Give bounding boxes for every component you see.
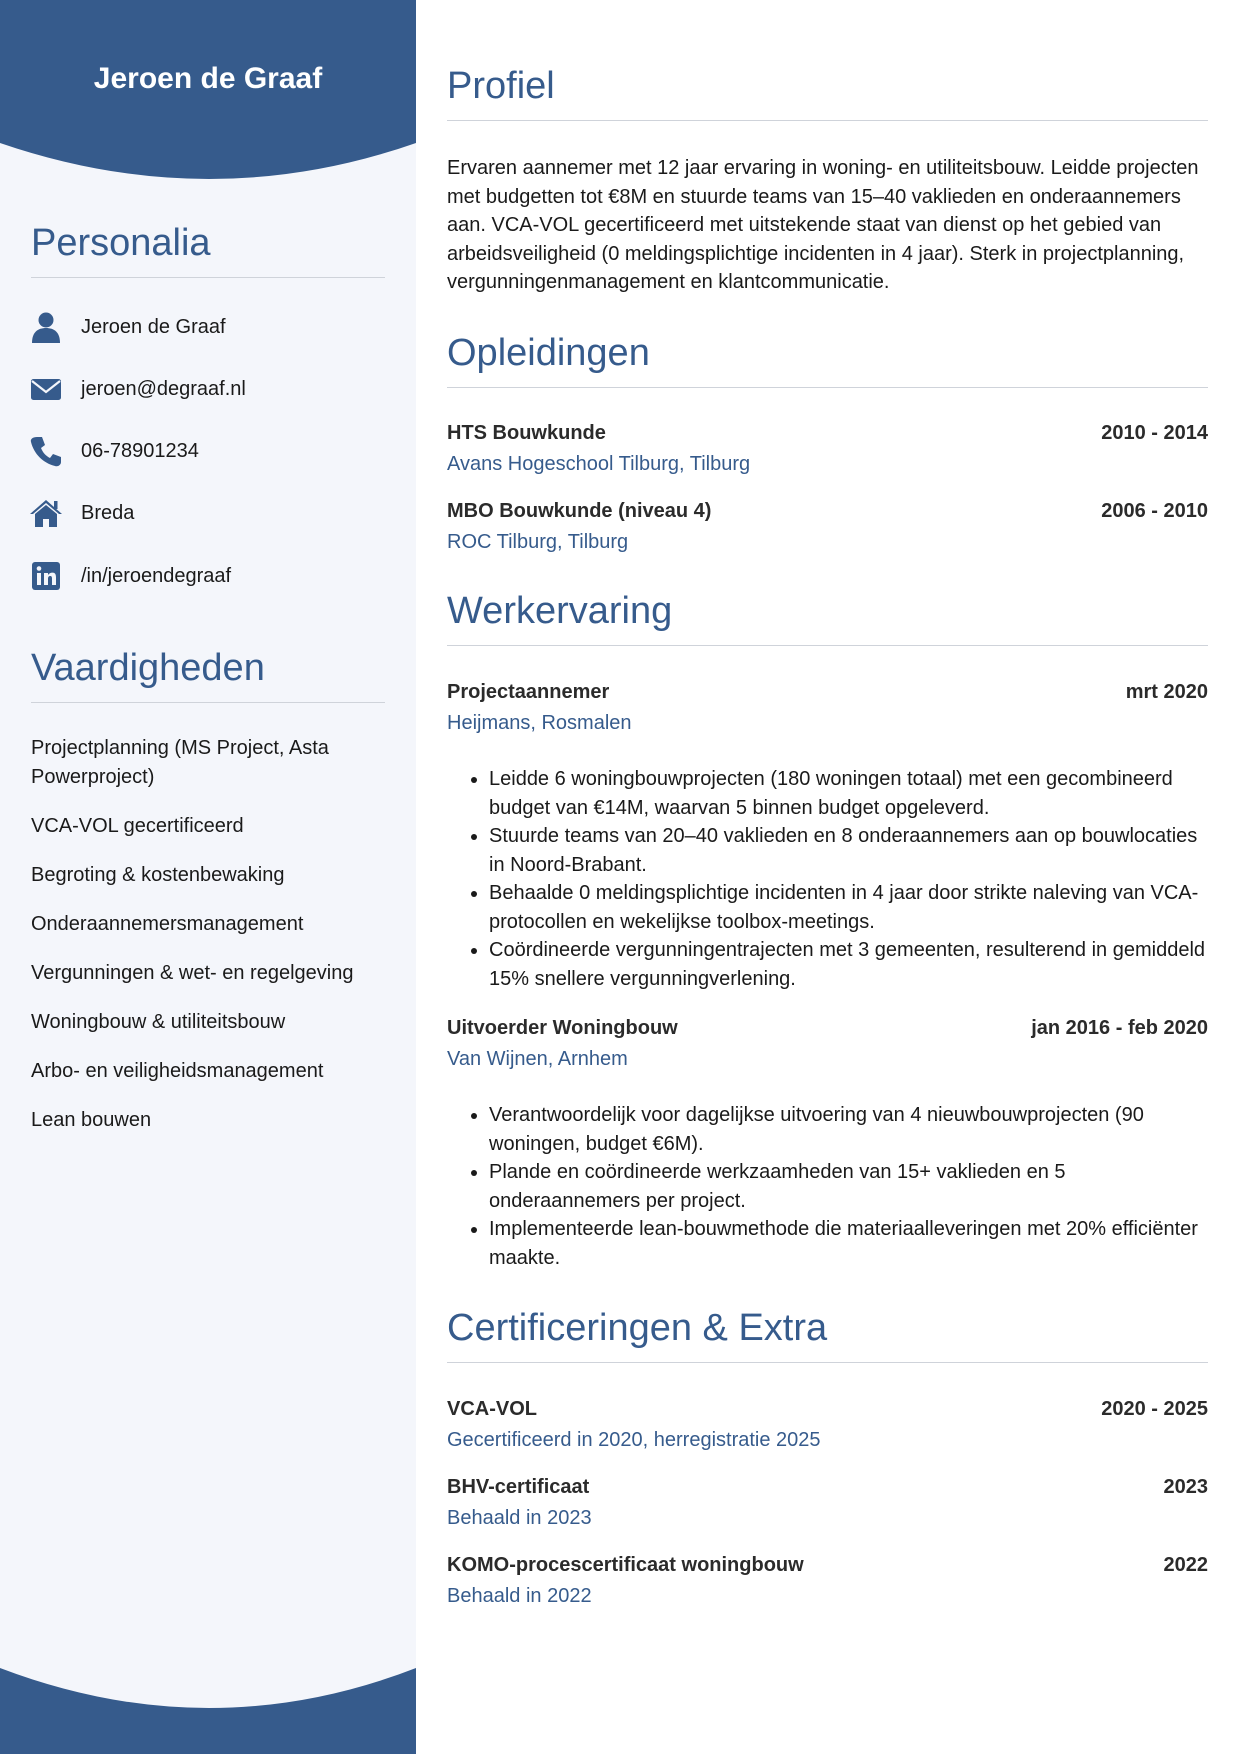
skill-item: VCA-VOL gecertificeerd	[31, 815, 244, 837]
skill-item: Lean bouwen	[31, 1109, 152, 1131]
bullet-item: • Verantwoordelijk voor dagelijkse uitvoering van 4 nieuwbouwprojecten (90 woningen, budget €6M).	[489, 1101, 1208, 1158]
person-icon	[28, 309, 64, 345]
entry-date: 2020 - 2025	[1101, 1398, 1208, 1420]
education-entry	[447, 422, 1208, 476]
entry-title: MBO Bouwkunde (niveau 4)	[447, 500, 712, 522]
entry-title: HTS Bouwkunde	[447, 422, 606, 444]
work-bullets	[447, 1101, 1208, 1272]
contact-phone[interactable]	[28, 431, 199, 471]
cert-heading: Certificeringen & Extra	[447, 1307, 1208, 1363]
sidebar-name: Jeroen de Graaf	[93, 62, 323, 95]
entry-institution: Avans Hogeschool Tilburg, Tilburg	[447, 453, 751, 475]
cert-entry	[447, 1398, 1208, 1452]
sidebar	[0, 0, 416, 1754]
entry-company: Heijmans, Rosmalen	[447, 712, 632, 734]
entry-institution: ROC Tilburg, Tilburg	[447, 531, 629, 553]
entry-date: 2022	[1163, 1554, 1208, 1576]
entry-date: 2023	[1163, 1476, 1208, 1498]
home-icon	[28, 495, 64, 531]
entry-title: BHV-certificaat	[447, 1476, 590, 1498]
skills-heading: Vaardigheden	[31, 647, 385, 703]
entry-title: KOMO-procescertificaat woningbouw	[447, 1554, 804, 1576]
bullet-item: • Coördineerde vergunningentrajecten met 3 gemeenten, resulterend in gemiddeld 15% snellere vergunningverlening.	[489, 936, 1208, 993]
skill-item: Arbo- en veiligheidsmanagement	[31, 1060, 324, 1082]
skill-item: Onderaannemersmanagement	[31, 913, 304, 935]
bullet-item: • Implementeerde lean-bouwmethode die materiaalleveringen met 20% efficiënter maakte.	[489, 1215, 1208, 1272]
entry-date: jan 2016 - feb 2020	[1031, 1017, 1208, 1039]
contact-location	[28, 493, 134, 533]
phone-icon	[28, 433, 64, 469]
bullet-item: • Leidde 6 woningbouwprojecten (180 woningen totaal) met een gecombineerd budget van €14M, waarvan 5 binnen budget opgeleverd.	[489, 765, 1208, 822]
contact-name-text: Jeroen de Graaf	[81, 315, 226, 338]
contact-email[interactable]	[28, 369, 246, 409]
work-entry	[447, 1017, 1208, 1272]
skill-item: Woningbouw & utiliteitsbouw	[31, 1011, 286, 1033]
personalia-heading: Personalia	[31, 222, 385, 278]
entry-title: VCA-VOL	[447, 1398, 537, 1420]
entry-company: Van Wijnen, Arnhem	[447, 1048, 628, 1070]
work-bullets	[447, 765, 1208, 993]
contact-name	[28, 307, 226, 347]
contact-linkedin[interactable]	[28, 556, 231, 596]
contact-location-text: Breda	[81, 501, 135, 524]
education-heading: Opleidingen	[447, 332, 1208, 388]
work-entry	[447, 681, 1208, 993]
entry-date: mrt 2020	[1125, 681, 1208, 703]
footer-arc-decoration	[0, 1668, 416, 1754]
bullet-item: • Stuurde teams van 20–40 vaklieden en 8 onderaannemers aan op bouwlocaties in Noord-Brabant.	[489, 822, 1208, 879]
contact-phone-text: 06-78901234	[81, 439, 199, 462]
envelope-icon	[28, 371, 64, 407]
entry-detail: Behaald in 2023	[447, 1507, 592, 1529]
skill-item: Projectplanning (MS Project, Asta Powerproject)	[31, 737, 329, 788]
cert-entry	[447, 1476, 1208, 1530]
entry-detail: Behaald in 2022	[447, 1585, 592, 1607]
contact-linkedin-text: /in/jeroendegraaf	[81, 564, 232, 587]
entry-detail: Gecertificeerd in 2020, herregistratie 2025	[447, 1429, 821, 1451]
education-entry	[447, 500, 1208, 554]
linkedin-icon	[28, 558, 64, 594]
skills-list	[31, 734, 391, 1155]
entry-date: 2006 - 2010	[1101, 500, 1208, 522]
entry-date: 2010 - 2014	[1101, 422, 1208, 444]
contact-email-text: jeroen@degraaf.nl	[81, 377, 246, 400]
cert-entry	[447, 1554, 1208, 1608]
profile-text: Ervaren aannemer met 12 jaar ervaring in woning- en utiliteitsbouw. Leidde projecten met budgetten tot €8M en stuurde teams van 15–40 vaklieden en onderaannemers aan. VCA-VOL gecertificeerd met uitstekende staat van dienst op het gebied van arbeidsveiligheid (0 meldingsplichtige incidenten in 4 jaar). Sterk in projectplanning, vergunningenmanagement en klantcommunicatie.	[447, 157, 1199, 293]
skill-item: Vergunningen & wet- en regelgeving	[31, 962, 354, 984]
entry-title: Projectaannemer	[447, 681, 610, 703]
entry-title: Uitvoerder Woningbouw	[447, 1017, 678, 1039]
skill-item: Begroting & kostenbewaking	[31, 864, 285, 886]
bullet-item: • Plande en coördineerde werkzaamheden van 15+ vaklieden en 5 onderaannemers per project.	[489, 1158, 1208, 1215]
work-heading: Werkervaring	[447, 590, 1208, 646]
bullet-item: • Behaalde 0 meldingsplichtige incidenten in 4 jaar door strikte naleving van VCA-protocollen en wekelijkse toolbox-meetings.	[489, 879, 1208, 936]
profile-heading: Profiel	[447, 65, 1208, 121]
